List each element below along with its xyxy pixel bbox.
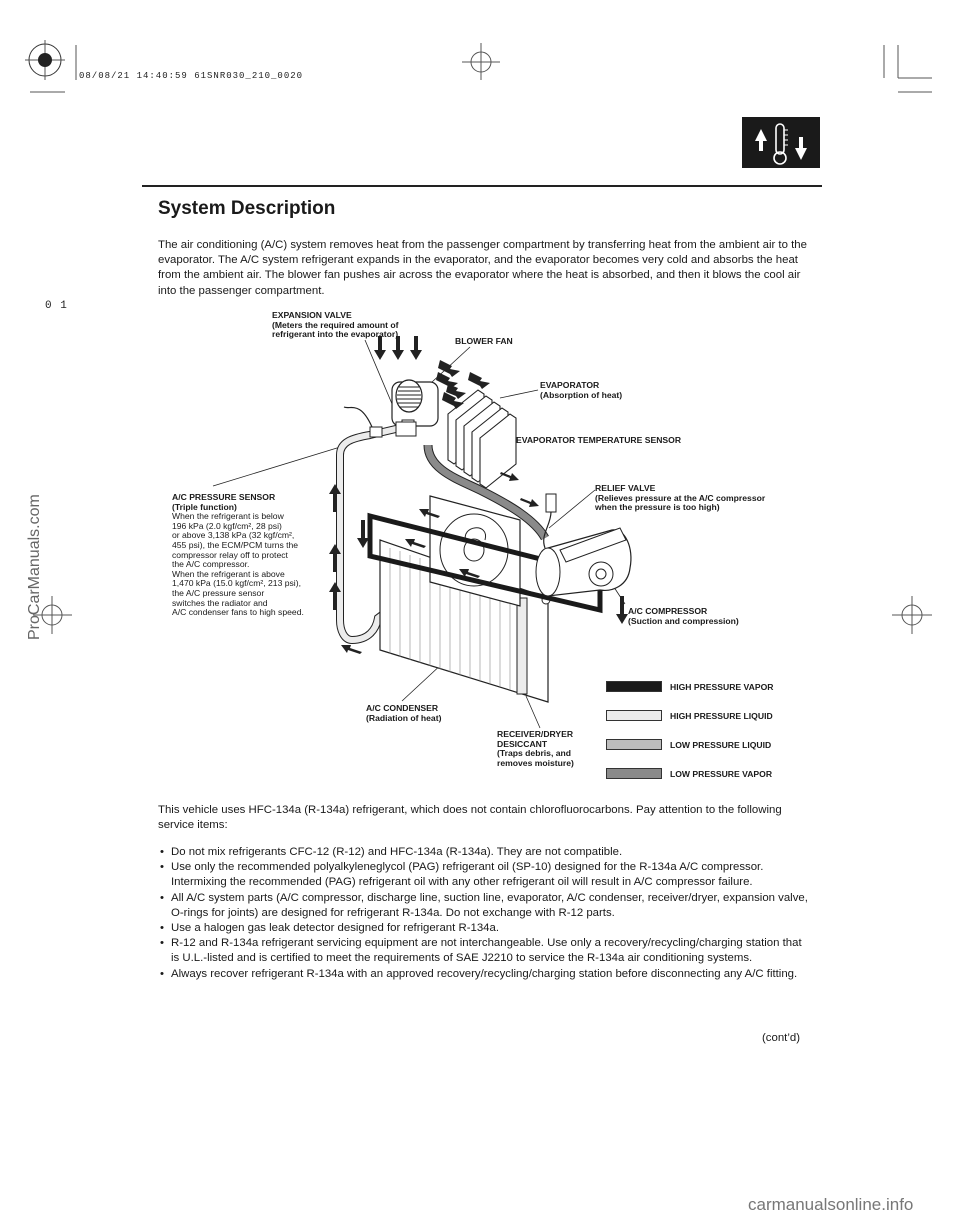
page-marker: 0 1 xyxy=(45,300,68,312)
receiver-dryer xyxy=(517,598,527,694)
legend-item: HIGH PRESSURE LIQUID xyxy=(606,710,662,721)
legend-item: LOW PRESSURE VAPOR xyxy=(606,768,662,779)
legend-swatch xyxy=(606,739,662,750)
list-item: • Do not mix refrigerants CFC-12 (R-12) and HFC-134a (R-134a). They are not compatible. xyxy=(158,845,808,860)
label-condenser: A/C CONDENSER (Radiation of heat) xyxy=(366,703,442,723)
legend-swatch xyxy=(606,768,662,779)
continued-note: (cont’d) xyxy=(762,1032,800,1044)
page-title: System Description xyxy=(158,198,336,219)
label-evaporator: EVAPORATOR (Absorption of heat) xyxy=(540,380,623,400)
intro-paragraph: The air conditioning (A/C) system removes heat from the passenger compartment by transferring heat from the ambient air to the evaporator. The A/C system refrigerant expands in the evaporator, and the evaporator becomes very cold and absorbs the heat from the ambient air. The blower fan pushes air across the evaporator where the heat is absorbed, and then it blows the cool air into the passenger compartment. xyxy=(158,239,807,297)
list-item: • R-12 and R-134a refrigerant servicing equipment are not interchangeable. Use only a recovery/recycling/charging station that is U.L.-listed and is certified to meet the requirements of SAE J2210 to service the R-134a air conditioning systems. xyxy=(158,936,808,966)
label-expansion-valve: EXPANSION VALVE (Meters the required amount of refrigerant into the evaporator) xyxy=(272,310,399,340)
label-pressure-sensor: A/C PRESSURE SENSOR (Triple function) When the refrigerant is below 196 kPa (2.0 kgf/cm², 28 psi) or above 3,138 kPa (32 kgf/cm², 455 psi), the ECM/PCM turns the compressor relay off to protect the A/C compressor. When the refrigerant is above 1,470 kPa (15.0 kgf/cm², 213 psi), the A/C pressure sensor switches the radiator and A/C condenser fans to high speed. xyxy=(172,492,304,618)
relief-valve xyxy=(546,494,556,512)
list-item: • Use a halogen gas leak detector designed for refrigerant R-134a. xyxy=(158,921,808,936)
legend-item: HIGH PRESSURE VAPOR xyxy=(606,681,662,692)
legend-swatch xyxy=(606,681,662,692)
service-items-list xyxy=(158,845,808,982)
legend-swatch xyxy=(606,710,662,721)
label-receiver-dryer: RECEIVER/DRYER DESICCANT (Traps debris, and removes moisture) xyxy=(497,729,574,768)
refrigerant-intro: This vehicle uses HFC-134a (R-134a) refrigerant, which does not contain chlorofluorocarbons. Pay attention to the following service items: xyxy=(158,804,782,832)
list-item: • Always recover refrigerant R-134a with an approved recovery/recycling/charging station before disconnecting any A/C fitting. xyxy=(158,967,808,982)
pressure-sensor xyxy=(370,427,382,437)
list-item: • Use only the recommended polyalkyleneglycol (PAG) refrigerant oil (SP-10) designed for the R-134a A/C compressor. Intermixing the recommended (PAG) refrigerant oil with any other refrigerant oil will result in A/C compressor failure. xyxy=(158,860,808,890)
watermark: ProCarManuals.com xyxy=(26,494,43,640)
expansion-valve xyxy=(396,422,416,436)
label-compressor: A/C COMPRESSOR (Suction and compression) xyxy=(628,606,739,626)
label-evaporator-temperature-sensor: EVAPORATOR TEMPERATURE SENSOR xyxy=(516,435,682,445)
list-item: • All A/C system parts (A/C compressor, discharge line, suction line, evaporator, A/C condenser, receiver/dryer, expansion valve, O-rings for joints) are designed for refrigerant R-134a. Do not exchange with R-12 parts. xyxy=(158,891,808,921)
label-blower-fan: BLOWER FAN xyxy=(455,336,513,346)
legend-item: LOW PRESSURE LIQUID xyxy=(606,739,662,750)
footer-link[interactable]: carmanualsonline.info xyxy=(748,1195,914,1214)
print-stamp: 08/08/21 14:40:59 61SNR030_210_0020 xyxy=(79,71,304,81)
label-relief-valve: RELIEF VALVE (Relieves pressure at the A/C compressor when the pressure is too high) xyxy=(595,483,766,513)
